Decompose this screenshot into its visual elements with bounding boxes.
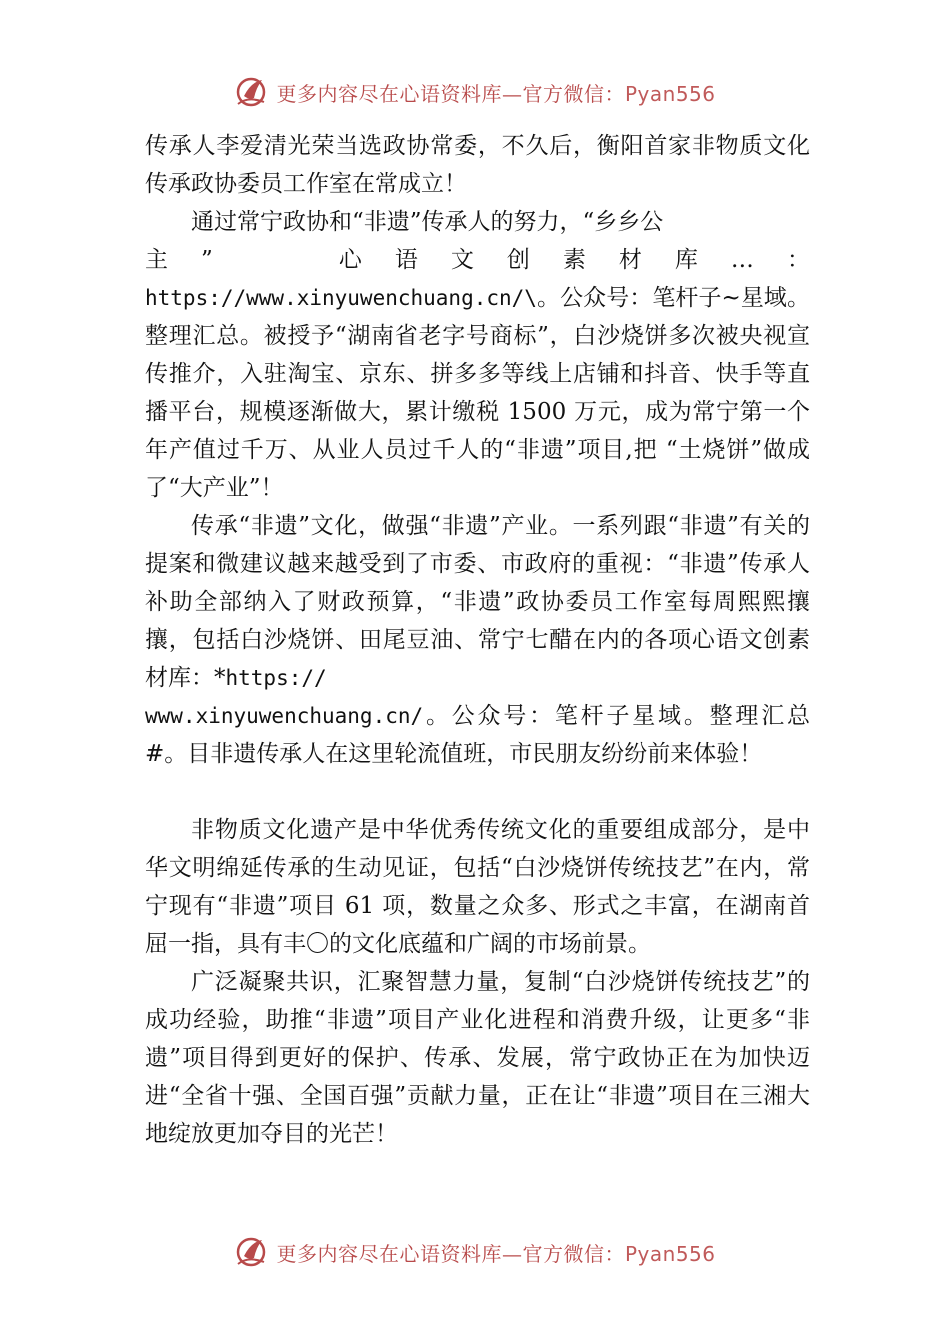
paragraph-gap bbox=[145, 773, 810, 811]
document-body bbox=[145, 127, 810, 1153]
url-text: https:// bbox=[225, 666, 327, 690]
spread-char: 主 bbox=[145, 247, 168, 273]
paragraph-4: 非物质文化遗产是中华优秀传统文化的重要组成部分，是中华文明绵延传承的生动见证，包括“白沙烧饼传统技艺”在内，常宁现有“非遗”项目 61 项，数量之众多、形式之丰富，在湖南首屈一指，具有丰〇的文化底蕴和广阔的市场前景。 bbox=[145, 817, 810, 957]
spread-char: 语 bbox=[394, 247, 418, 273]
paragraph-3-rest: www.xinyuwenchuang.cn/。公众号：笔杆子星域。整理汇总#。目非遗传承人在这里轮流值班，市民朋友纷纷前来体验！ bbox=[145, 703, 810, 767]
spread-char: 心 bbox=[338, 247, 362, 273]
paragraph-1: 传承人李爱清光荣当选政协常委，不久后，衡阳首家非物质文化传承政协委员工作室在常成立！ bbox=[145, 133, 810, 197]
footer-watermark-banner bbox=[0, 1230, 950, 1274]
spread-char: … bbox=[730, 247, 754, 273]
banner-text: 更多内容尽在心语资料库—官方微信：Pyan556 bbox=[276, 81, 716, 106]
url-text: https://www.xinyuwenchuang.cn/\ bbox=[145, 286, 537, 310]
header-watermark-banner bbox=[0, 70, 950, 114]
paragraph-2-spread-line bbox=[145, 241, 810, 279]
paragraph-3: 传承“非遗”文化，做强“非遗”产业。一系列跟“非遗”有关的提案和微建议越来越受到了市委、市政府的重视：“非遗”传承人补助全部纳入了财政预算，“非遗”政协委员工作室每周熙熙攘攘，包括白沙烧饼、田尾豆油、常宁七醋在内的各项心语文创素材库：*https:// bbox=[145, 513, 810, 691]
url-text: www.xinyuwenchuang.cn/ bbox=[145, 704, 424, 728]
wechat-id: Pyan556 bbox=[624, 81, 716, 106]
spread-char: ： bbox=[786, 247, 810, 273]
banner-text: 更多内容尽在心语资料库—官方微信：Pyan556 bbox=[276, 1241, 716, 1266]
spread-gap bbox=[246, 241, 306, 279]
spread-char: 创 bbox=[506, 247, 530, 273]
logo-icon bbox=[234, 1234, 270, 1270]
spread-char: 素 bbox=[562, 247, 586, 273]
wechat-id: Pyan556 bbox=[624, 1241, 716, 1266]
paragraph-2-rest: https://www.xinyuwenchuang.cn/\。公众号：笔杆子~星域。整理汇总。被授予“湖南省老字号商标”，白沙烧饼多次被央视宣传推介，入驻淘宝、京东、拼多多等线上店铺和抖音、快手等直 播平台，规模逐渐做大，累计缴税 1500 万元，成为常宁第一个年产值过千万、从业人员过千人的“非遗”项目,把 “土烧饼”做成了“大产业”！ bbox=[145, 285, 810, 501]
paragraph-5: 广泛凝聚共识，汇聚智慧力量，复制“白沙烧饼传统技艺”的成功经验，助推“非遗”项目产业化进程和消费升级，让更多“非遗”项目得到更好的保护、传承、发展，常宁政协正在为加快迈进“全省十强、全国百强”贡献力量，正在让“非遗”项目在三湘大地绽放更加夺目的光芒！ bbox=[145, 969, 810, 1147]
paragraph-2-line-1: 通过常宁政协和“非遗”传承人的努力，“乡乡公 bbox=[191, 209, 664, 235]
spread-char: 材 bbox=[618, 247, 642, 273]
logo-icon bbox=[234, 74, 270, 110]
spread-char: ” bbox=[201, 247, 213, 273]
spread-char: 库 bbox=[674, 247, 698, 273]
spread-char: 文 bbox=[450, 247, 474, 273]
